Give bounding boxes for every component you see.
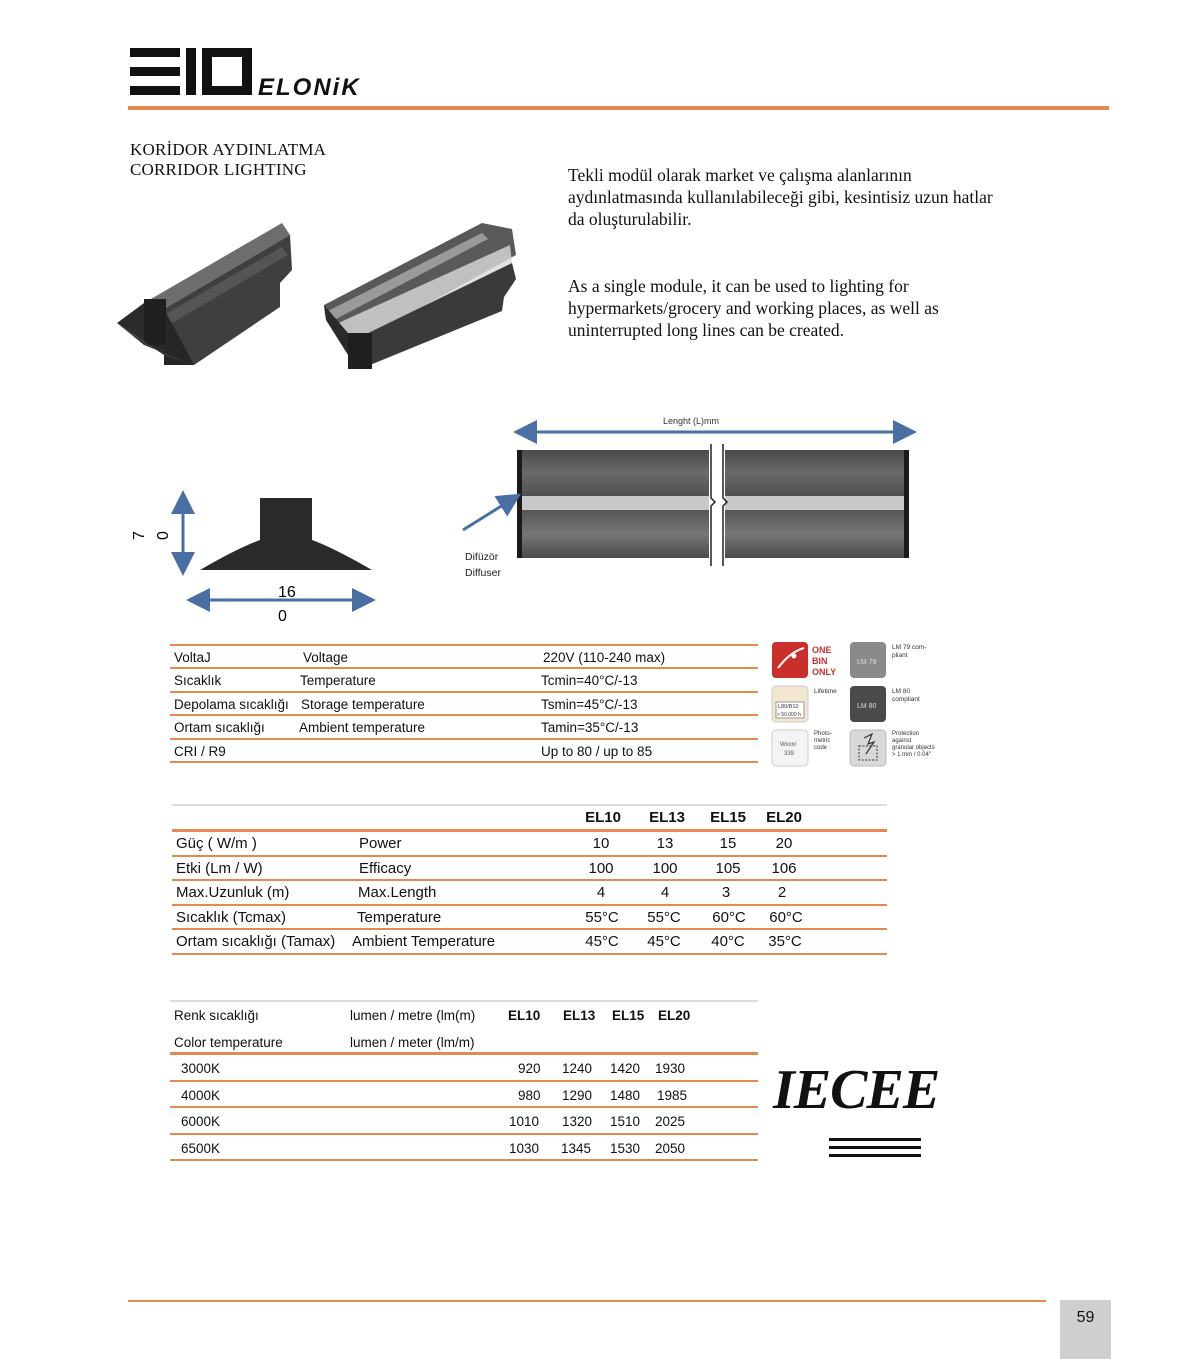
photo-text-1: Photo- (814, 731, 832, 737)
width-digit-1: 16 (278, 584, 296, 601)
color-row-6000k (170, 1108, 758, 1135)
row-value: 1240 (562, 1061, 593, 1076)
lifetime-text: Lifetime (814, 688, 837, 695)
height-digit-2: 0 (155, 531, 172, 540)
model-header: EL20 (766, 809, 802, 826)
model-header: EL15 (612, 1008, 645, 1023)
row-cct: 3000K (181, 1061, 221, 1076)
page-title-tr: KORİDOR AYDINLATMA (130, 140, 327, 159)
row-value: 45°C (585, 933, 619, 951)
row-cct: 6000K (181, 1114, 221, 1129)
header-cct-tr: Renk sıcaklığı (174, 1008, 259, 1023)
row-value: 1010 (509, 1114, 540, 1129)
photo-text-2: metric (814, 738, 831, 744)
power-row-temperature (172, 906, 887, 931)
spec-label-tr: CRI / R9 (174, 743, 226, 759)
model-header: EL13 (563, 1008, 596, 1023)
color-row-6500k (170, 1135, 758, 1162)
lm79-text-1: LM 79 com- (892, 644, 927, 651)
row-value: 1030 (509, 1140, 540, 1156)
row-value: 55°C (585, 908, 619, 926)
protect-text-3: granular objects (892, 745, 935, 751)
photo-text-3: code (814, 745, 828, 751)
photometric-icon (772, 730, 808, 766)
row-cct: 4000K (181, 1087, 221, 1103)
spec-value: Tamin=35°C/-13 (541, 720, 639, 736)
spec-value: Up to 80 / up to 85 (541, 743, 653, 759)
page-number: 59 (1076, 1309, 1095, 1326)
color-temperature-table (170, 1000, 758, 1161)
row-value: 980 (518, 1087, 541, 1103)
spec-value: 220V (110-240 max) (543, 650, 666, 665)
brand-logo-text: ELONiK (258, 74, 361, 100)
spec-label-tr: Depolama sıcaklığı (174, 696, 289, 712)
row-label-en: Ambient Temperature (352, 933, 496, 951)
row-value: 920 (518, 1061, 541, 1076)
lm80-text-1: LM 80 (892, 688, 911, 695)
spec-label-en: Temperature (300, 673, 376, 689)
spec-row-storage-temperature (170, 693, 758, 716)
row-value: 40°C (711, 933, 745, 951)
row-value: 4 (596, 884, 606, 902)
lm80-text-2: compliant (892, 696, 920, 703)
row-value: 1530 (610, 1140, 641, 1156)
header-rule (128, 106, 1109, 110)
header-lumen-tr: lumen / metre (lm(m) (350, 1008, 476, 1023)
row-value: 106 (771, 859, 797, 877)
row-label-tr: Etki (Lm / W) (176, 859, 263, 877)
color-table-header-1 (170, 1002, 758, 1029)
page-title-en: CORRIDOR LIGHTING (130, 160, 307, 179)
power-row-efficacy (172, 857, 887, 882)
row-value: 2050 (655, 1140, 686, 1156)
spec-label-en: Ambient temperature (299, 720, 426, 736)
iecee-text: IECEE (773, 1059, 940, 1121)
protect-text-4: > 1 mm / 0.04" (892, 752, 931, 758)
row-value: 1420 (610, 1061, 641, 1076)
row-value: 55°C (647, 908, 681, 926)
spec-label-en: Storage temperature (301, 696, 425, 712)
row-value: 1290 (562, 1087, 593, 1103)
power-row-ambient-temperature (172, 930, 887, 955)
product-illustration (112, 215, 532, 380)
row-value: 60°C (769, 908, 803, 926)
header-lumen-en: lumen / meter (lm/m) (350, 1034, 475, 1050)
diffuser-label-tr: Difüzör (465, 551, 499, 563)
length-label: Lenght (L)mm (663, 416, 720, 426)
spec-label-tr: VoltaJ (174, 650, 211, 665)
l80-label: L80/B10 (778, 704, 799, 710)
row-value: 2 (777, 884, 787, 902)
model-header: EL20 (658, 1008, 691, 1023)
spec-value: Tsmin=45°C/-13 (541, 696, 638, 712)
row-cct: 6500K (181, 1140, 221, 1156)
model-header: EL10 (508, 1008, 541, 1023)
row-value: 20 (775, 835, 793, 852)
row-value: 4 (660, 884, 670, 902)
row-value: 100 (588, 859, 614, 877)
row-value: 100 (652, 859, 678, 877)
row-value: 1985 (657, 1087, 688, 1103)
row-label-tr: Güç ( W/m ) (176, 835, 257, 852)
height-digit-1: 7 (131, 531, 148, 540)
lm79-text-2: pliant (892, 652, 908, 659)
width-digit-2: 0 (278, 608, 287, 625)
profile-cross-section (128, 488, 388, 628)
protect-text-1: Protection (892, 731, 920, 737)
row-value: 105 (715, 859, 741, 877)
compliance-badges (768, 638, 948, 770)
row-label-tr: Sıcaklık (Tcmax) (176, 908, 287, 926)
iecee-certification-logo (773, 1058, 940, 1162)
length-diagram (455, 410, 925, 585)
row-label-en: Power (359, 835, 402, 852)
row-value: 1345 (561, 1140, 592, 1156)
l80-hours: > 50.000 h (777, 712, 801, 718)
row-value: 1510 (610, 1114, 641, 1129)
row-label-en: Temperature (357, 908, 442, 926)
spec-label-tr: Sıcaklık (174, 673, 222, 689)
footer-rule (128, 1300, 1046, 1302)
row-value: 13 (656, 835, 674, 852)
row-value: 35°C (768, 933, 802, 951)
row-label-tr: Max.Uzunluk (m) (176, 884, 290, 902)
iecee-line (829, 1146, 921, 1149)
protect-text-2: against (892, 738, 912, 744)
lm80-icon-label: LM 80 (857, 703, 877, 710)
color-row-4000k (170, 1082, 758, 1109)
description-en: As a single module, it can be used to lighting for hypermarkets/grocery and working places, as well as uninterrupted long lines can be created. (568, 276, 939, 340)
one-bin-line-3: ONLY (812, 667, 837, 677)
power-table (172, 804, 887, 955)
spec-value: Tcmin=40°C/-13 (541, 673, 638, 689)
spec-table (170, 646, 758, 763)
iecee-line (829, 1138, 921, 1141)
row-label-en: Max.Length (358, 884, 437, 902)
spec-row-temperature (170, 669, 758, 692)
row-value: 1480 (610, 1087, 641, 1103)
row-value: 10 (592, 835, 610, 852)
row-value: 15 (719, 835, 737, 852)
color-table-header-2 (170, 1029, 758, 1056)
lm79-icon-label: LM 79 (857, 659, 877, 666)
one-bin-line-1: ONE (812, 645, 832, 655)
row-label-en: Efficacy (359, 859, 412, 877)
page-number-box (1060, 1300, 1111, 1359)
spec-row-cri (170, 740, 758, 763)
iecee-line (829, 1154, 921, 1157)
photo-code-1: Wxxx/ (780, 742, 797, 748)
row-value: 45°C (647, 933, 681, 951)
model-header: EL10 (585, 809, 621, 826)
description-tr: Tekli modül olarak market ve çalışma alanlarının aydınlatmasında kullanılabileceği gibi, kesintisiz uzun hatlar da oluşturulabilir. (568, 165, 993, 229)
row-value: 2025 (655, 1114, 686, 1129)
power-table-header (172, 806, 887, 832)
power-row-power (172, 832, 887, 857)
row-value: 1930 (655, 1061, 686, 1076)
spec-row-ambient-temperature (170, 716, 758, 739)
row-value: 60°C (712, 908, 746, 926)
model-header: EL13 (649, 809, 685, 826)
row-value: 3 (721, 884, 731, 902)
model-header: EL15 (710, 809, 746, 826)
spec-row-voltage (170, 646, 758, 669)
color-row-3000k (170, 1055, 758, 1082)
row-label-tr: Ortam sıcaklığı (Tamax) (176, 933, 336, 951)
header-cct-en: Color temperature (174, 1034, 283, 1050)
one-bin-line-2: BIN (812, 656, 828, 666)
row-value: 1320 (562, 1114, 593, 1129)
spec-label-tr: Ortam sıcaklığı (174, 720, 265, 736)
power-row-max-length (172, 881, 887, 906)
photo-code-2: 339 (784, 751, 795, 757)
brand-logo (128, 44, 368, 100)
diffuser-label-en: Diffuser (465, 567, 501, 579)
spec-label-en: Voltage (303, 650, 349, 665)
